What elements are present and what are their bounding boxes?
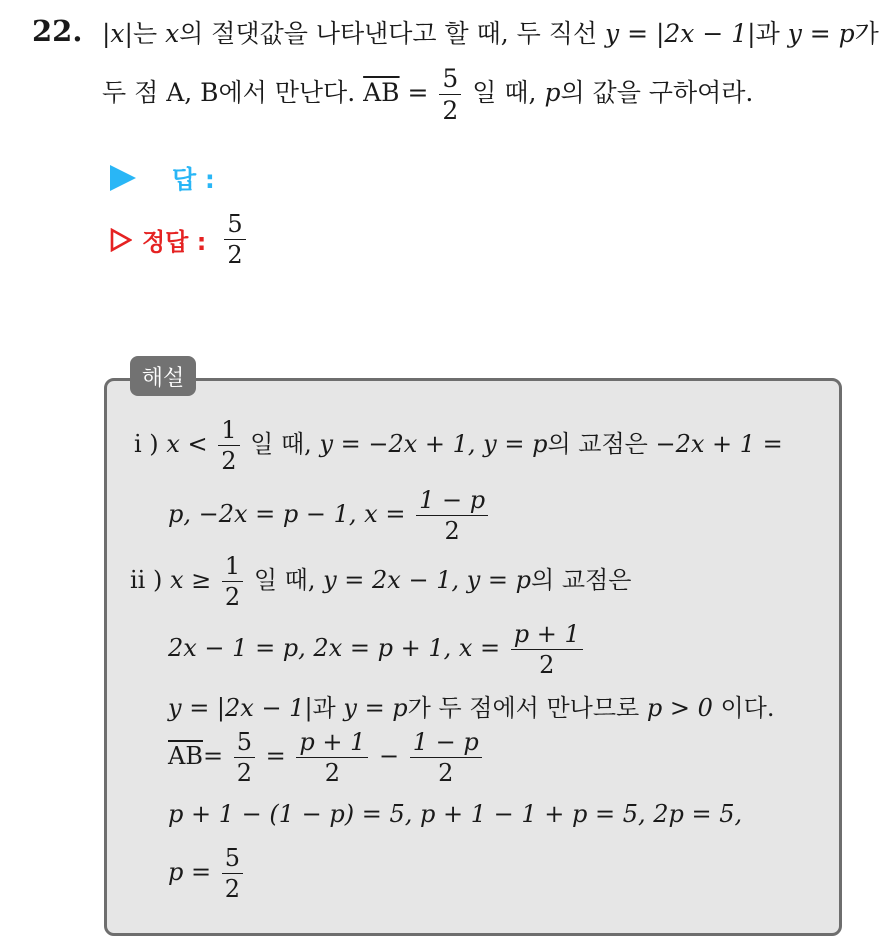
fraction-denominator: 2 (236, 759, 252, 787)
fraction-numerator: 1 (218, 418, 239, 446)
fraction-numerator: 1 − p (416, 488, 488, 516)
play-arrow-icon (110, 165, 136, 191)
case-label: ii ) (130, 566, 163, 594)
fraction-denominator: 2 (438, 759, 454, 787)
solution-text: 일 때, (253, 566, 316, 594)
fraction-denominator: 2 (444, 517, 460, 545)
math: y = −2x + 1, y = p (319, 430, 548, 458)
question-line-2 (102, 66, 753, 123)
fraction-denominator: 2 (227, 241, 243, 269)
math: p + 1 − (1 − p) = 5, p + 1 − 1 + p = 5, 2p = 5, (168, 800, 743, 828)
solution-text: 의 교점은 (547, 430, 648, 458)
fraction (296, 730, 368, 785)
fraction-numerator: 5 (222, 846, 243, 874)
fraction-denominator: 2 (324, 759, 341, 787)
equals: = (265, 742, 286, 770)
fraction-numerator: 5 (234, 730, 255, 758)
answer-label: 답 : (172, 165, 215, 194)
math: −2x + 1 = (655, 430, 783, 458)
solution-tab: 해설 (130, 356, 196, 396)
fraction-numerator: 5 (439, 66, 461, 95)
solution-line-5 (168, 688, 775, 723)
math: y = |2x − 1| (168, 694, 313, 722)
fraction (416, 488, 488, 543)
math: y = 2x − 1, y = p (323, 566, 532, 594)
var-x: x (165, 19, 180, 48)
fraction-numerator: 5 (224, 212, 245, 240)
solution-text: 과 (312, 694, 336, 722)
segment-ab: $\overline{AB}$ (363, 78, 400, 107)
fraction (222, 846, 243, 901)
solution-text: 의 교점은 (531, 566, 632, 594)
solution-line-3 (130, 554, 631, 609)
fraction (234, 730, 255, 785)
segment-ab: $\overline{AB}$ (168, 742, 203, 770)
fraction-denominator: 2 (224, 875, 241, 903)
question-text: 는 (132, 19, 158, 48)
question-text: 일 때, (472, 78, 537, 107)
solution-line-7 (168, 800, 742, 828)
math: p, −2x = p − 1, x = (168, 500, 406, 528)
solution-line-4 (168, 622, 586, 677)
question-text: 가 (854, 19, 879, 48)
fraction-numerator: p + 1 (511, 622, 583, 650)
fraction-numerator: p + 1 (296, 730, 368, 758)
fraction (439, 66, 461, 123)
question-number: 22. (32, 14, 83, 48)
equation: y = |2x − 1| (605, 19, 756, 48)
question-text: 두 점 A, B에서 만난다. (102, 78, 356, 107)
fraction (222, 554, 243, 609)
solution-line-6 (168, 730, 485, 785)
outline-arrow-icon (110, 228, 132, 252)
equals: = (202, 742, 224, 770)
equals: = (407, 78, 429, 107)
solution-line-2 (168, 488, 491, 543)
solution-line-1 (134, 418, 783, 473)
case-label: i ) (134, 430, 159, 458)
fraction (511, 622, 583, 677)
math: y = p (343, 694, 408, 722)
var-p: p (544, 78, 561, 107)
solution-line-8 (168, 846, 246, 901)
fraction-denominator: 2 (224, 583, 241, 611)
fraction-denominator: 2 (539, 651, 555, 679)
minus: − (379, 742, 400, 770)
fraction (218, 418, 239, 473)
answer-row (110, 160, 215, 196)
correct-answer-value (224, 212, 245, 267)
fraction-numerator: 1 − p (410, 730, 482, 758)
fraction-denominator: 2 (442, 96, 459, 125)
equation: y = p (787, 19, 855, 48)
abs-x: |x| (102, 19, 133, 48)
correct-answer-row (110, 212, 249, 267)
math: 2x − 1 = p, 2x = p + 1, x = (168, 634, 501, 662)
question-text: 의 값을 구하여라. (560, 78, 754, 107)
solution-text: 가 두 점에서 만나므로 (407, 694, 640, 722)
solution-text: 일 때, (250, 430, 312, 458)
fraction-numerator: 1 (222, 554, 243, 582)
question-line-1 (102, 14, 879, 50)
math: p = (168, 858, 212, 886)
math: p > 0 (646, 694, 713, 722)
question-text: 의 절댓값을 나타낸다고 할 때, 두 직선 (179, 19, 598, 48)
correct-answer-label: 정답 : (142, 228, 207, 256)
solution-text: 이다. (720, 694, 775, 722)
question-text: 과 (755, 19, 780, 48)
fraction (410, 730, 482, 785)
fraction-denominator: 2 (221, 447, 237, 475)
math: x < (166, 430, 208, 458)
math: x ≥ (169, 566, 212, 594)
